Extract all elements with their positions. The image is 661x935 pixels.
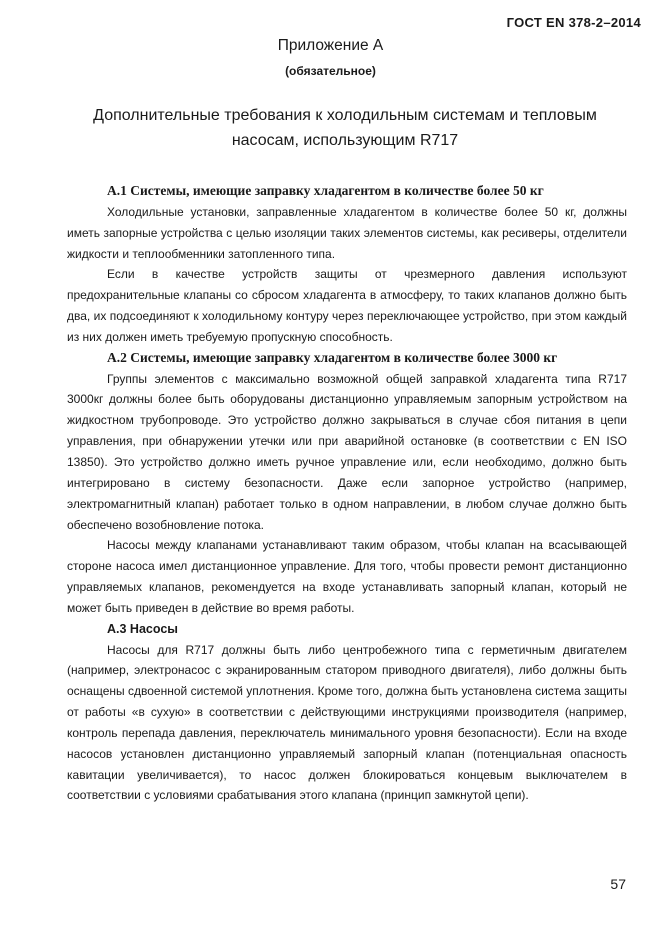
paragraph: Насосы между клапанами устанавливают таким образом, чтобы клапан на всасывающей стороне насоса имел дистанционное управление. Для того, чтобы провести ремонт дистанционно управляемых клапанов, рекомендуется на входе устанавливать запорный клапан, который не может быть приведен в действие во время работы. — [67, 538, 627, 615]
section-heading-a1: А.1 Системы, имеющие заправку хладагентом в количестве более 50 кг — [107, 183, 544, 198]
standard-code: ГОСТ EN 378-2–2014 — [506, 15, 641, 30]
section-heading-a2: А.2 Системы, имеющие заправку хладагентом в количестве более 3000 кг — [107, 349, 558, 365]
document-body — [67, 181, 627, 806]
page-number: 57 — [610, 876, 626, 892]
paragraph: Группы элементов с максимально возможной общей заправкой хладагента типа R717 3000кг должны более быть оборудованы дистанционно управляемым запорным устройством на жидкостном трубопроводе. Это устройство должно закрываться в случае сбоя питания в цепи управления, при обнаружении утечки или при аварийной остановке (в соответствии с EN ISO 13850). Это устройство должно иметь ручное управление или, если необходимо, должно быть интегрировано в систему безопасности. Даже если запорное устройство (например, электромагнитный клапан) работает только в одном направлении, в любом случае должно быть обеспечено возобновление потока. — [67, 371, 627, 532]
annex-title: Приложение А — [277, 37, 384, 54]
paragraph: Насосы для R717 должны быть либо центробежного типа с герметичным двигателем (например, электронасос с экранированным статором приводного двигателя), либо должны быть оснащены сдвоенной системой уплотнения. Кроме того, должна быть установлена система защиты от работы «в сухую» в соответствии с действующими инструкциями производителя (например, контроль перепада давления, переключатель минимального уровня безопасности). Если на входе насосов установлен дистанционно управляемый запорный клапан (потенциальная опасность кавитации увеличивается), то насос должен блокироваться концевым выключателем в соответствии с условиями срабатывания этого клапана (принцип замкнутой цепи). — [67, 642, 627, 803]
annex-subtitle: (обязательное) — [285, 64, 376, 78]
paragraph: Если в качестве устройств защиты от чрезмерного давления используют предохранительные клапаны со сбросом хладагента в атмосферу, то таких клапанов должно быть два, их подсоединяют к холодильному контуру через переключающее устройство, при этом каждый из них должен иметь требуемую пропускную способность. — [67, 267, 627, 344]
section-heading-a3: А.3 Насосы — [107, 621, 178, 636]
paragraph: Холодильные установки, заправленные хладагентом в количестве более 50 кг, должны иметь запорные устройства с целью изоляции таких элементов системы, как ресиверы, отделители жидкости и теплообменники затопленного типа. — [67, 204, 627, 261]
page-title: Дополнительные требования к холодильным системам и тепловым насосам, использующим R717 — [93, 107, 597, 149]
